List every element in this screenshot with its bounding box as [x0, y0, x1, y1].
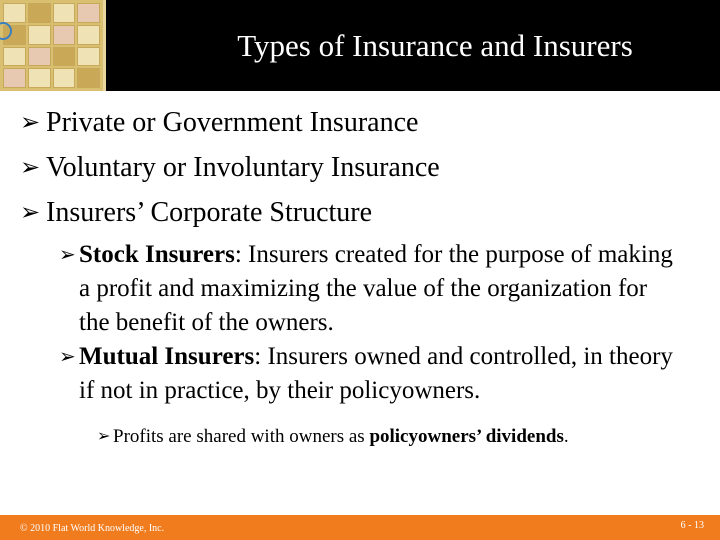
term-stock-insurers: Stock Insurers [79, 241, 235, 268]
bullet-item [20, 149, 700, 187]
bullet-item [20, 194, 700, 232]
definition: : Insurers created for the purpose of making a profit and maximizing the value of the organization for the benefit of the owners. [79, 241, 673, 336]
sub-bullet-text [79, 238, 679, 340]
sub-bullet-item [59, 340, 679, 408]
page-number: 6 - 13 [680, 520, 704, 531]
bullet-text: Private or Government Insurance [46, 107, 419, 138]
arrow-bullet-icon: ➢ [59, 244, 76, 266]
bullet-text: Voluntary or Involuntary Insurance [46, 152, 440, 183]
arrow-bullet-icon: ➢ [59, 346, 76, 368]
term-policyowners-dividends: policyowners’ dividends [369, 426, 564, 447]
sub-sub-bullet-text: Profits are shared with owners as policyowners’ dividends. [113, 426, 569, 447]
bullet-text: Insurers’ Corporate Structure [46, 197, 373, 228]
logo-icon [0, 0, 106, 91]
copyright-text: © 2010 Flat World Knowledge, Inc. [20, 523, 165, 534]
slide-title: Types of Insurance and Insurers [237, 28, 633, 63]
sub-bullet-list [59, 238, 679, 408]
bullet-list [20, 104, 700, 239]
arrow-bullet-icon: ➢ [97, 428, 111, 445]
sub-sub-bullet-item [97, 422, 707, 452]
arrow-bullet-icon: ➢ [20, 155, 41, 181]
bullet-item [20, 104, 700, 142]
sub-bullet-text [79, 340, 679, 408]
arrow-bullet-icon: ➢ [20, 110, 41, 136]
footer-bar [0, 515, 720, 540]
header-bar [0, 0, 720, 91]
term-mutual-insurers: Mutual Insurers [79, 343, 255, 370]
arrow-bullet-icon: ➢ [20, 200, 41, 226]
sub-bullet-item [59, 238, 679, 340]
definition: : Insurers owned and controlled, in theory if not in practice, by their policyowners. [79, 343, 673, 404]
sub-sub-bullet-list [97, 422, 707, 452]
